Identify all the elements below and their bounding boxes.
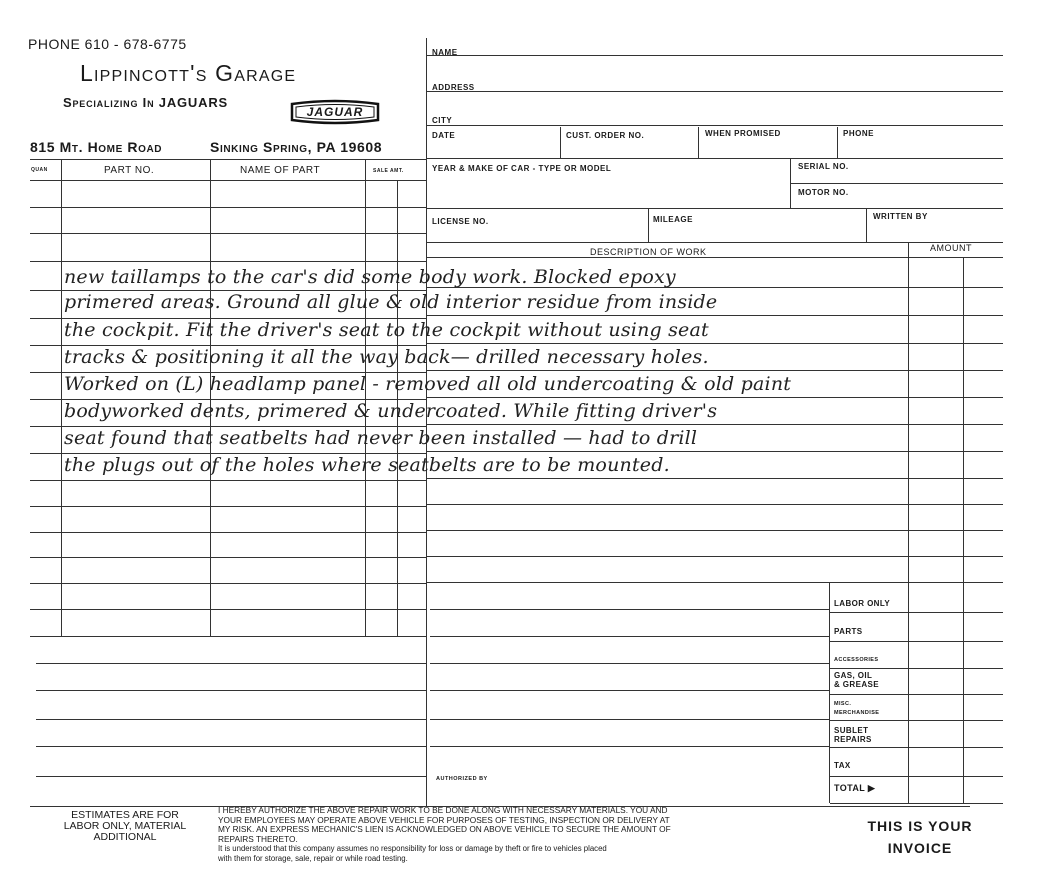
ruled-line <box>830 612 1003 613</box>
gas-oil-label-2: & GREASE <box>834 680 879 689</box>
shop-city: Sinking Spring, PA 19608 <box>210 139 383 155</box>
misc-label: MISC. <box>834 701 852 707</box>
accessories-label: ACCESSORIES <box>834 657 879 663</box>
jaguar-logo <box>289 99 381 125</box>
shop-name: Lippincott's Garage <box>80 60 297 86</box>
disclaimer-line: with them for storage, sale, repair or while road testing. <box>218 853 408 863</box>
ruled-line <box>30 261 427 262</box>
work-line: primered areas. Ground all glue & old interior residue from inside <box>64 291 718 313</box>
year-make-label: YEAR & MAKE OF CAR - TYPE OR MODEL <box>432 164 612 173</box>
tax-label: TAX <box>834 761 851 770</box>
ruled-line <box>30 609 427 610</box>
ruled-line <box>430 719 829 720</box>
when-promised-label: WHEN PROMISED <box>705 129 781 138</box>
ruled-line <box>30 506 427 507</box>
sublet-label-2: REPAIRS <box>834 735 872 744</box>
ruled-line <box>830 694 1003 695</box>
ruled-line <box>830 803 1003 804</box>
invoice-notice <box>845 815 995 859</box>
written-by-label: WRITTEN BY <box>873 212 928 221</box>
ruled-line <box>30 233 427 234</box>
invoice-line: INVOICE <box>887 840 953 856</box>
work-line: the plugs out of the holes where seatbelts are to be mounted. <box>64 454 670 476</box>
parts-total-label: PARTS <box>834 627 863 636</box>
ruled-line <box>427 504 1003 505</box>
work-line: Worked on (L) headlamp panel - removed all old undercoating & old paint <box>64 373 792 395</box>
auth-line: I HEREBY AUTHORIZE THE ABOVE REPAIR WORK TO BE DONE ALONG WITH NECESSARY MATERIALS. YOU AND <box>218 805 668 815</box>
sublet-label: SUBLET <box>834 726 869 735</box>
license-label: LICENSE NO. <box>432 217 489 226</box>
motor-label: MOTOR NO. <box>798 188 849 197</box>
estimates-note <box>40 810 210 843</box>
ruled-line <box>427 424 1003 425</box>
work-line: the cockpit. Fit the driver's seat to the cockpit without using seat <box>64 319 709 341</box>
labor-only-label: LABOR ONLY <box>834 599 891 608</box>
ruled-line <box>30 583 427 584</box>
ruled-line <box>427 530 1003 531</box>
ruled-line <box>830 747 1003 748</box>
shop-specialty: Specializing In JAGUARS <box>63 95 228 110</box>
ruled-line <box>30 480 427 481</box>
ruled-line <box>36 663 427 664</box>
ruled-line <box>830 720 1003 721</box>
ruled-line <box>430 609 829 610</box>
serial-label: SERIAL NO. <box>798 162 849 171</box>
total-label: TOTAL ▶ <box>834 783 876 793</box>
ruled-line <box>427 370 1003 371</box>
invoice-line: THIS IS YOUR <box>867 818 973 834</box>
sale-amt-header: SALE AMT. <box>373 168 404 174</box>
work-line: bodyworked dents, primered & undercoated. While fitting driver's <box>64 400 718 422</box>
ruled-line <box>427 315 1003 316</box>
work-line: tracks & positioning it all the way back— drilled necessary holes. <box>64 346 709 368</box>
auth-line: YOUR EMPLOYEES MAY OPERATE ABOVE VEHICLE FOR PURPOSES OF TESTING, INSPECTION OR DELIVERY AT <box>218 814 670 825</box>
ruled-line <box>427 478 1003 479</box>
mileage-label: MILEAGE <box>653 215 693 224</box>
amount-header: AMOUNT <box>930 243 972 253</box>
description-header: DESCRIPTION OF WORK <box>590 247 707 257</box>
ruled-line <box>427 582 1003 583</box>
phone-field-label: PHONE <box>843 129 874 138</box>
disclaimer-line: It is understood that this company assumes no responsibility for loss or damage by theft or fire to vehicles placed <box>218 844 607 853</box>
ruled-line <box>30 207 427 208</box>
work-line: new taillamps to the car's did some body work. Blocked epoxy <box>64 266 676 288</box>
gas-oil-label: GAS, OIL <box>834 671 873 680</box>
ruled-line <box>427 556 1003 557</box>
ruled-line <box>427 343 1003 344</box>
ruled-line <box>430 746 829 747</box>
misc-label-2: MERCHANDISE <box>834 710 880 716</box>
auth-line: MY RISK. AN EXPRESS MECHANIC'S LIEN IS ACKNOWLEDGED ON ABOVE VEHICLE TO SECURE THE AMOUNT OF <box>218 824 671 834</box>
part-no-header: PART NO. <box>104 165 155 176</box>
ruled-line <box>427 397 1003 398</box>
shop-phone: PHONE 610 - 678-6775 <box>28 36 187 52</box>
ruled-line <box>830 668 1003 669</box>
estimates-line: LABOR ONLY, MATERIAL <box>63 820 187 832</box>
estimates-line: ADDITIONAL <box>93 831 157 843</box>
ruled-line <box>36 719 427 720</box>
ruled-line <box>830 776 1003 777</box>
ruled-line <box>36 690 427 691</box>
authorized-by-label: AUTHORIZED BY <box>436 776 488 782</box>
city-field-label: CITY <box>432 116 453 125</box>
ruled-line <box>430 636 829 637</box>
ruled-line <box>30 557 427 558</box>
authorization-text <box>218 806 671 863</box>
date-field-label: DATE <box>432 131 456 140</box>
quan-header: QUAN <box>31 167 48 173</box>
ruled-line <box>430 663 829 664</box>
logo-text: JAGUAR <box>306 105 364 119</box>
shop-street: 815 Mt. Home Road <box>30 139 163 155</box>
address-field-label: ADDRESS <box>432 83 475 92</box>
ruled-line <box>30 636 427 637</box>
estimates-line: ESTIMATES ARE FOR <box>71 809 179 821</box>
work-line: seat found that seatbelts had never been installed — had to drill <box>64 427 698 449</box>
auth-line: REPAIRS THERETO. <box>218 833 298 844</box>
cust-order-label: CUST. ORDER NO. <box>566 131 645 140</box>
name-of-part-header: NAME OF PART <box>240 165 321 176</box>
ruled-line <box>430 690 829 691</box>
ruled-line <box>36 776 427 777</box>
ruled-line <box>830 641 1003 642</box>
ruled-line <box>427 451 1003 452</box>
name-field-label: NAME <box>432 48 458 57</box>
ruled-line <box>30 532 427 533</box>
ruled-line <box>36 746 427 747</box>
